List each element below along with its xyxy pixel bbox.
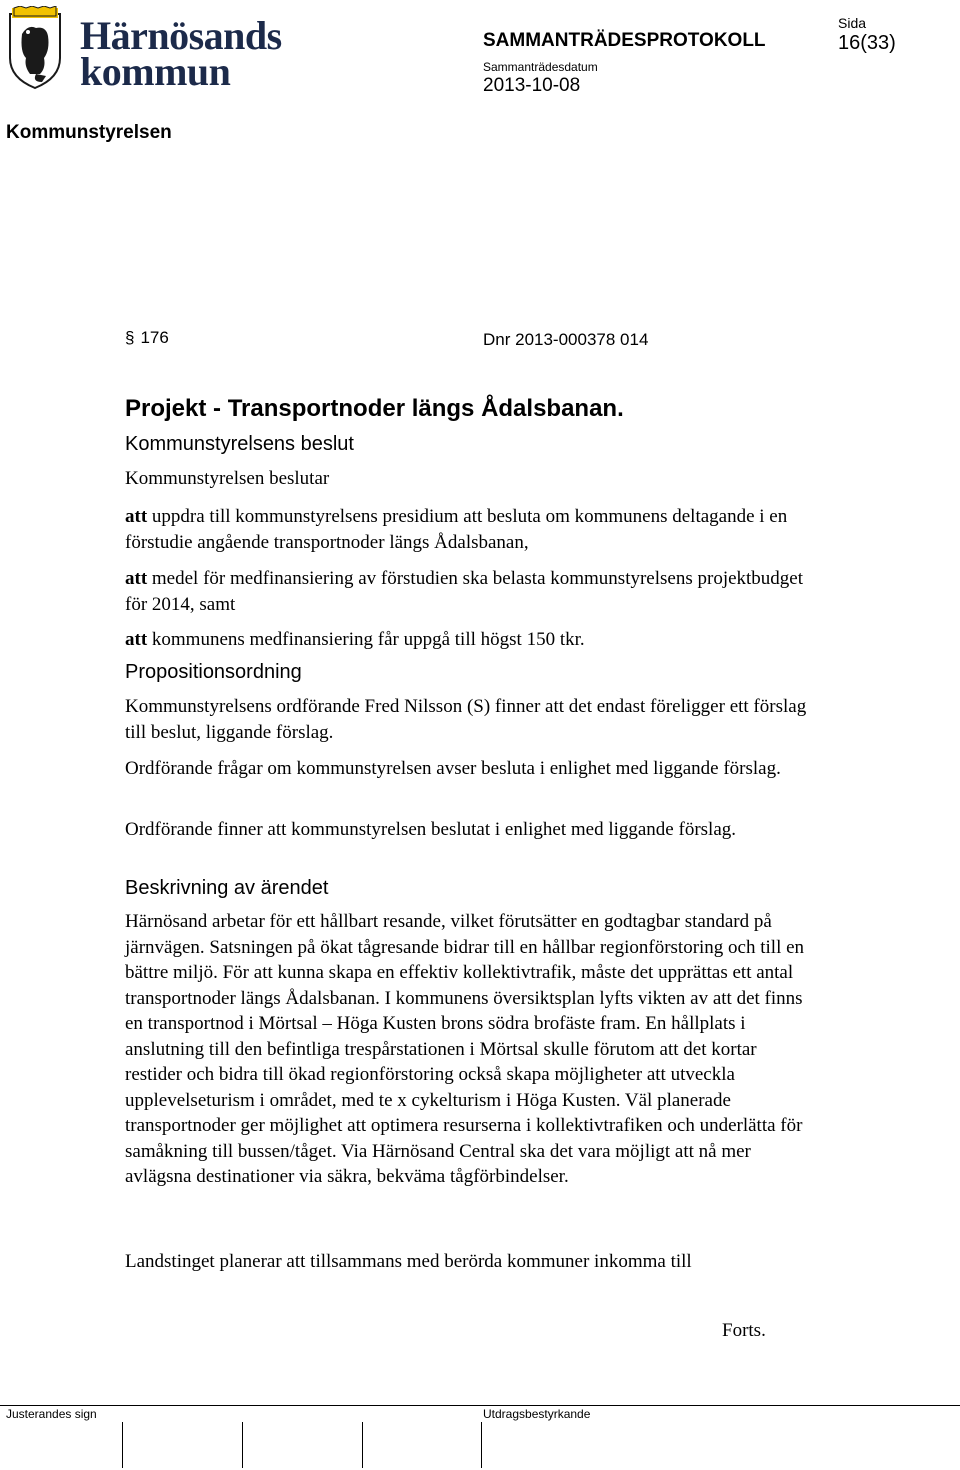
signature-box-divider: [362, 1422, 363, 1468]
description-paragraph-1: Härnösand arbetar för ett hållbart resande, vilket förutsätter en godtagbar standard på järnvägen. Satsningen på ökat tågresande bidrar till en hållbar regionförstoring och till en bättre miljö. För att kunna skapa en effektiv kollektivtrafik, måste det upprättas ett antal transportnoder längs Ådalsbanan. I kommunens översiktsplan lyfts vikten av att det finns en transportnod i Mörtsal – Höga Kusten brons södra brofäste fram. En hållplats i anslutning till den befintliga trespårstationen i Mörtsal skulle förutom att det kortar restider och bidra till ökad regionförstoring också skapa möjligheter att utveckla upplevelseturism i området, med te x cykelturism i Höga Kusten. Väl planerade transportnoder ger möjlighet att optimera resurserna i kollektivtrafiken och underlätta för samåkning till bussen/tåget. Via Härnösand Central ska det vara möjligt att nå mer avlägsna destinationer via säkra, bekväma tågförbindelser.: [125, 911, 805, 1187]
signature-box-divider: [242, 1422, 243, 1468]
meeting-date: 2013-10-08: [483, 75, 581, 96]
meeting-date-label: Sammanträdesdatum: [483, 60, 598, 74]
diary-number: Dnr 2013-000378 014: [483, 330, 649, 349]
page-number: 16(33): [838, 32, 896, 54]
att-keyword: att: [125, 629, 148, 650]
decision-intro: Kommunstyrelsen beslutar: [125, 468, 330, 489]
signature-label: Justerandes sign: [6, 1407, 97, 1421]
logo-line-2: kommun: [80, 49, 231, 94]
att-keyword: att: [125, 506, 148, 527]
document-type: SAMMANTRÄDESPROTOKOLL: [483, 30, 766, 51]
decision-heading: Kommunstyrelsens beslut: [125, 433, 354, 455]
extract-certification-label: Utdragsbestyrkande: [483, 1407, 591, 1421]
signature-box-divider: [481, 1422, 482, 1468]
continued-marker: Forts.: [722, 1320, 766, 1341]
item-title: Projekt - Transportnoder längs Ådalsbanan.: [125, 395, 624, 422]
description-heading: Beskrivning av ärendet: [125, 877, 329, 899]
decision-item-3: [125, 627, 815, 653]
proposition-paragraph-2: Ordförande frågar om kommunstyrelsen avser besluta i enlighet med liggande förslag.: [125, 758, 781, 779]
decision-item-text: medel för medfinansiering av förstudien ska belasta kommunstyrelsens projektbudget för 2014, samt: [125, 568, 804, 615]
page-label: Sida: [838, 15, 867, 31]
footer-divider: [0, 1405, 960, 1406]
decision-item-1: [125, 504, 815, 555]
att-keyword: att: [125, 568, 148, 589]
section-symbol: §: [125, 328, 135, 347]
logo-line-1: Härnösands: [80, 13, 282, 58]
proposition-heading: Propositionsordning: [125, 661, 302, 683]
municipality-logo-text: [80, 13, 282, 94]
signature-box-divider: [122, 1422, 123, 1468]
section-number-line: [125, 328, 169, 348]
coat-of-arms-icon: [6, 6, 64, 90]
description-paragraph-2: Landstinget planerar att tillsammans med berörda kommuner inkomma till: [125, 1251, 692, 1272]
proposition-paragraph-1: Kommunstyrelsens ordförande Fred Nilsson (S) finner att det endast föreligger ett förslag till beslut, liggande förslag.: [125, 696, 807, 743]
decision-item-2: [125, 566, 815, 617]
decision-item-text: kommunens medfinansiering får uppgå till högst 150 tkr.: [147, 629, 585, 650]
proposition-paragraph-3: Ordförande finner att kommunstyrelsen beslutat i enlighet med liggande förslag.: [125, 819, 736, 840]
section-number: 176: [140, 328, 169, 347]
decision-item-text: uppdra till kommunstyrelsens presidium att besluta om kommunens deltagande i en förstudie angående transportnoder längs Ådalsbanan,: [125, 506, 788, 553]
organization-name: Kommunstyrelsen: [6, 122, 172, 143]
